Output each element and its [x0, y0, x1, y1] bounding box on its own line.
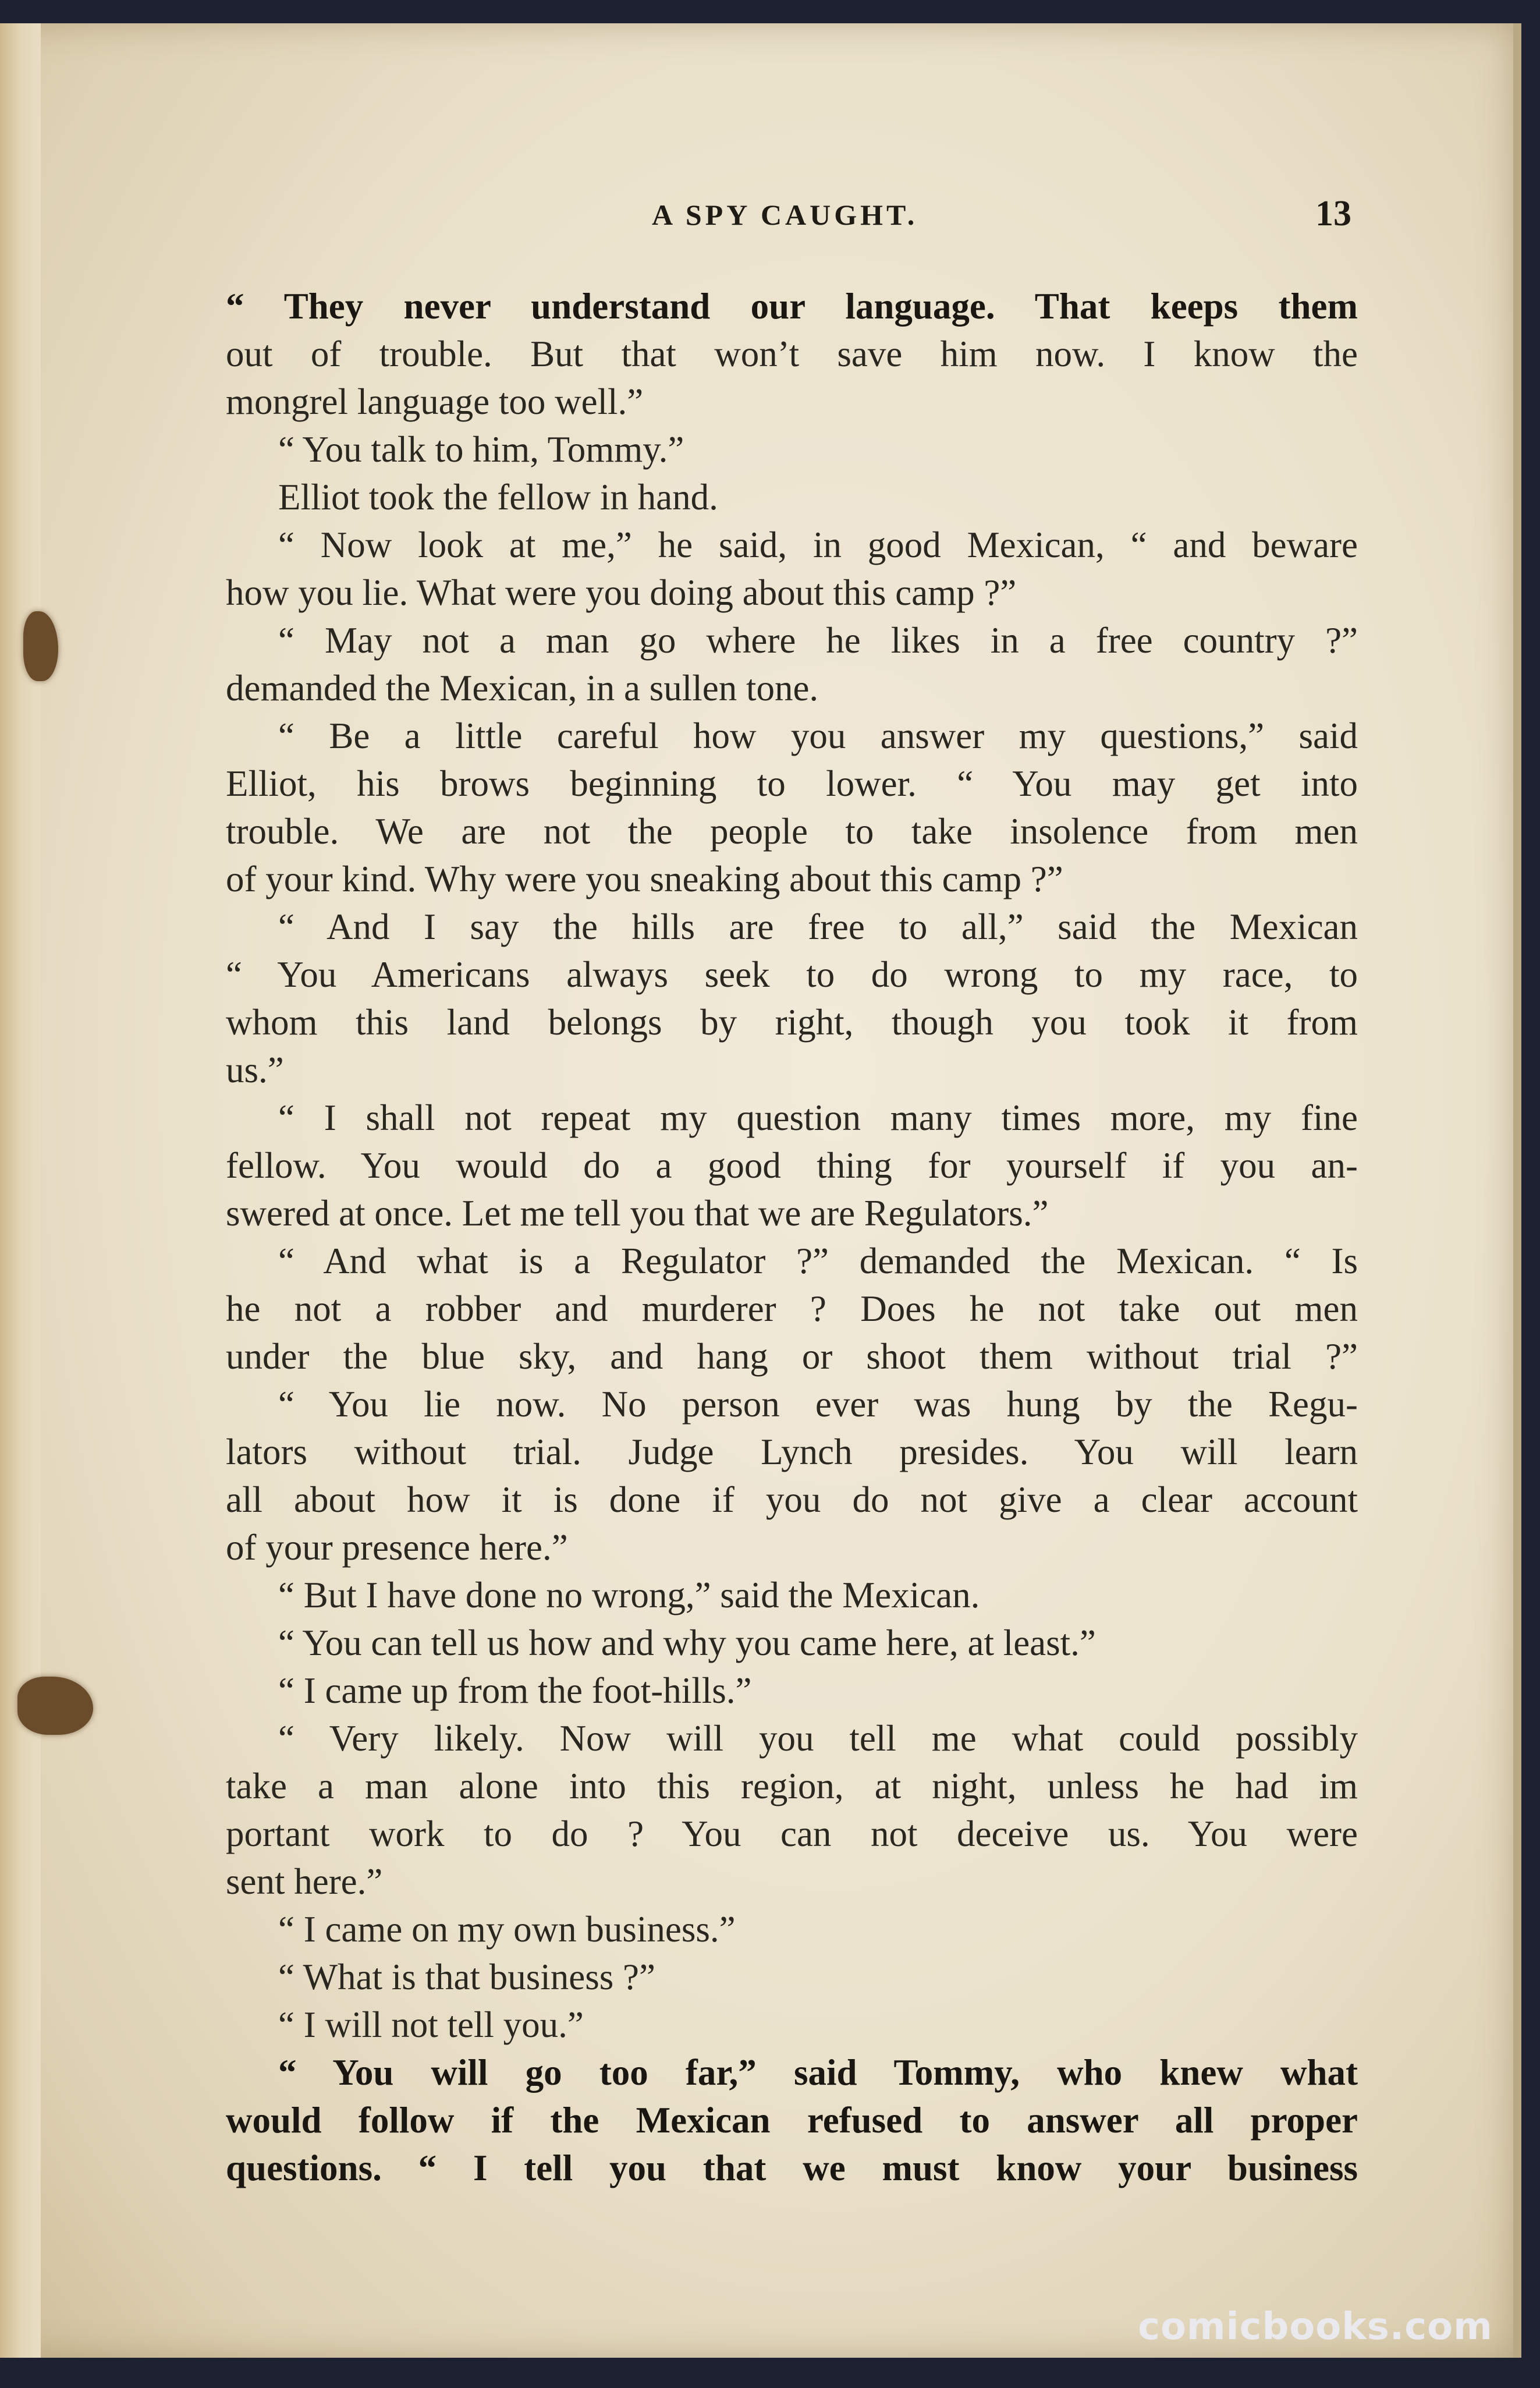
text-line: “ Be a little careful how you answer my questions,” said — [278, 715, 1358, 756]
text-line: of your presence here.” — [226, 1527, 568, 1568]
text-line: swered at once. Let me tell you that we are Regulators.” — [226, 1193, 1049, 1234]
text-line: mongrel language too well.” — [226, 381, 644, 422]
text-line: “ Very likely. Now will you tell me what could possibly — [278, 1718, 1358, 1759]
text-line: lators without trial. Judge Lynch presides. You will learn — [226, 1432, 1358, 1472]
text-line: out of trouble. But that won’t save him now. I know the — [226, 334, 1358, 374]
text-line: portant work to do ? You can not deceive us. You were — [226, 1813, 1358, 1854]
text-line: “ But I have done no wrong,” said the Mexican. — [278, 1575, 980, 1615]
text-line: all about how it is done if you do not give a clear account — [226, 1479, 1358, 1520]
text-line: Elliot, his brows beginning to lower. “ You may get into — [226, 763, 1358, 804]
binding-stitch-lower — [17, 1677, 93, 1735]
text-line: “ You talk to him, Tommy.” — [278, 429, 684, 470]
text-line: “ I came up from the foot-hills.” — [278, 1670, 752, 1711]
text-line: under the blue sky, and hang or shoot them without trial ?” — [226, 1336, 1358, 1377]
page-number: 13 — [1315, 194, 1351, 233]
text-line: “ You lie now. No person ever was hung by the Regu- — [278, 1384, 1358, 1425]
text-line: questions. “ I tell you that we must know your business — [226, 2148, 1358, 2188]
text-line: trouble. We are not the people to take insolence from men — [226, 811, 1358, 852]
text-line: “ What is that business ?” — [278, 1957, 655, 1997]
text-line: how you lie. What were you doing about this camp ?” — [226, 572, 1017, 613]
body-text — [226, 282, 1358, 2192]
text-line: whom this land belongs by right, though you took it from — [226, 1002, 1358, 1043]
text-line: of your kind. Why were you sneaking about this camp ?” — [226, 859, 1063, 899]
text-line: Elliot took the fellow in hand. — [278, 477, 718, 518]
text-line: take a man alone into this region, at night, unless he had im — [226, 1766, 1358, 1806]
running-title: A SPY CAUGHT. — [652, 199, 918, 231]
text-line: “ And I say the hills are free to all,” said the Mexican — [278, 906, 1358, 947]
text-line: “ You will go too far,” said Tommy, who knew what — [278, 2052, 1358, 2093]
running-head — [0, 194, 1513, 245]
text-line: “ Now look at me,” he said, in good Mexican, “ and beware — [278, 525, 1358, 565]
watermark: comicbooks.com — [1138, 2305, 1493, 2348]
text-line: “ I shall not repeat my question many times more, my fine — [278, 1097, 1358, 1138]
text-line: sent here.” — [226, 1861, 383, 1902]
text-line: would follow if the Mexican refused to answer all proper — [226, 2100, 1358, 2141]
text-line: fellow. You would do a good thing for yourself if you an- — [226, 1145, 1358, 1186]
text-line: “ You Americans always seek to do wrong to my race, to — [226, 954, 1358, 995]
text-line: demanded the Mexican, in a sullen tone. — [226, 668, 819, 708]
text-line: “ I came on my own business.” — [278, 1909, 736, 1950]
text-line: “ And what is a Regulator ?” demanded the Mexican. “ Is — [278, 1241, 1358, 1281]
text-line: us.” — [226, 1050, 284, 1090]
book-page — [0, 23, 1521, 2358]
binding-stitch-upper — [23, 611, 58, 681]
text-line: “ May not a man go where he likes in a free country ?” — [278, 620, 1358, 661]
text-line: “ They never understand our language. That keeps them — [226, 286, 1358, 327]
text-line: “ I will not tell you.” — [278, 2004, 584, 2045]
text-line: he not a robber and murderer ? Does he not take out men — [226, 1288, 1358, 1329]
text-line: “ You can tell us how and why you came here, at least.” — [278, 1622, 1096, 1663]
page-gutter — [0, 23, 41, 2358]
